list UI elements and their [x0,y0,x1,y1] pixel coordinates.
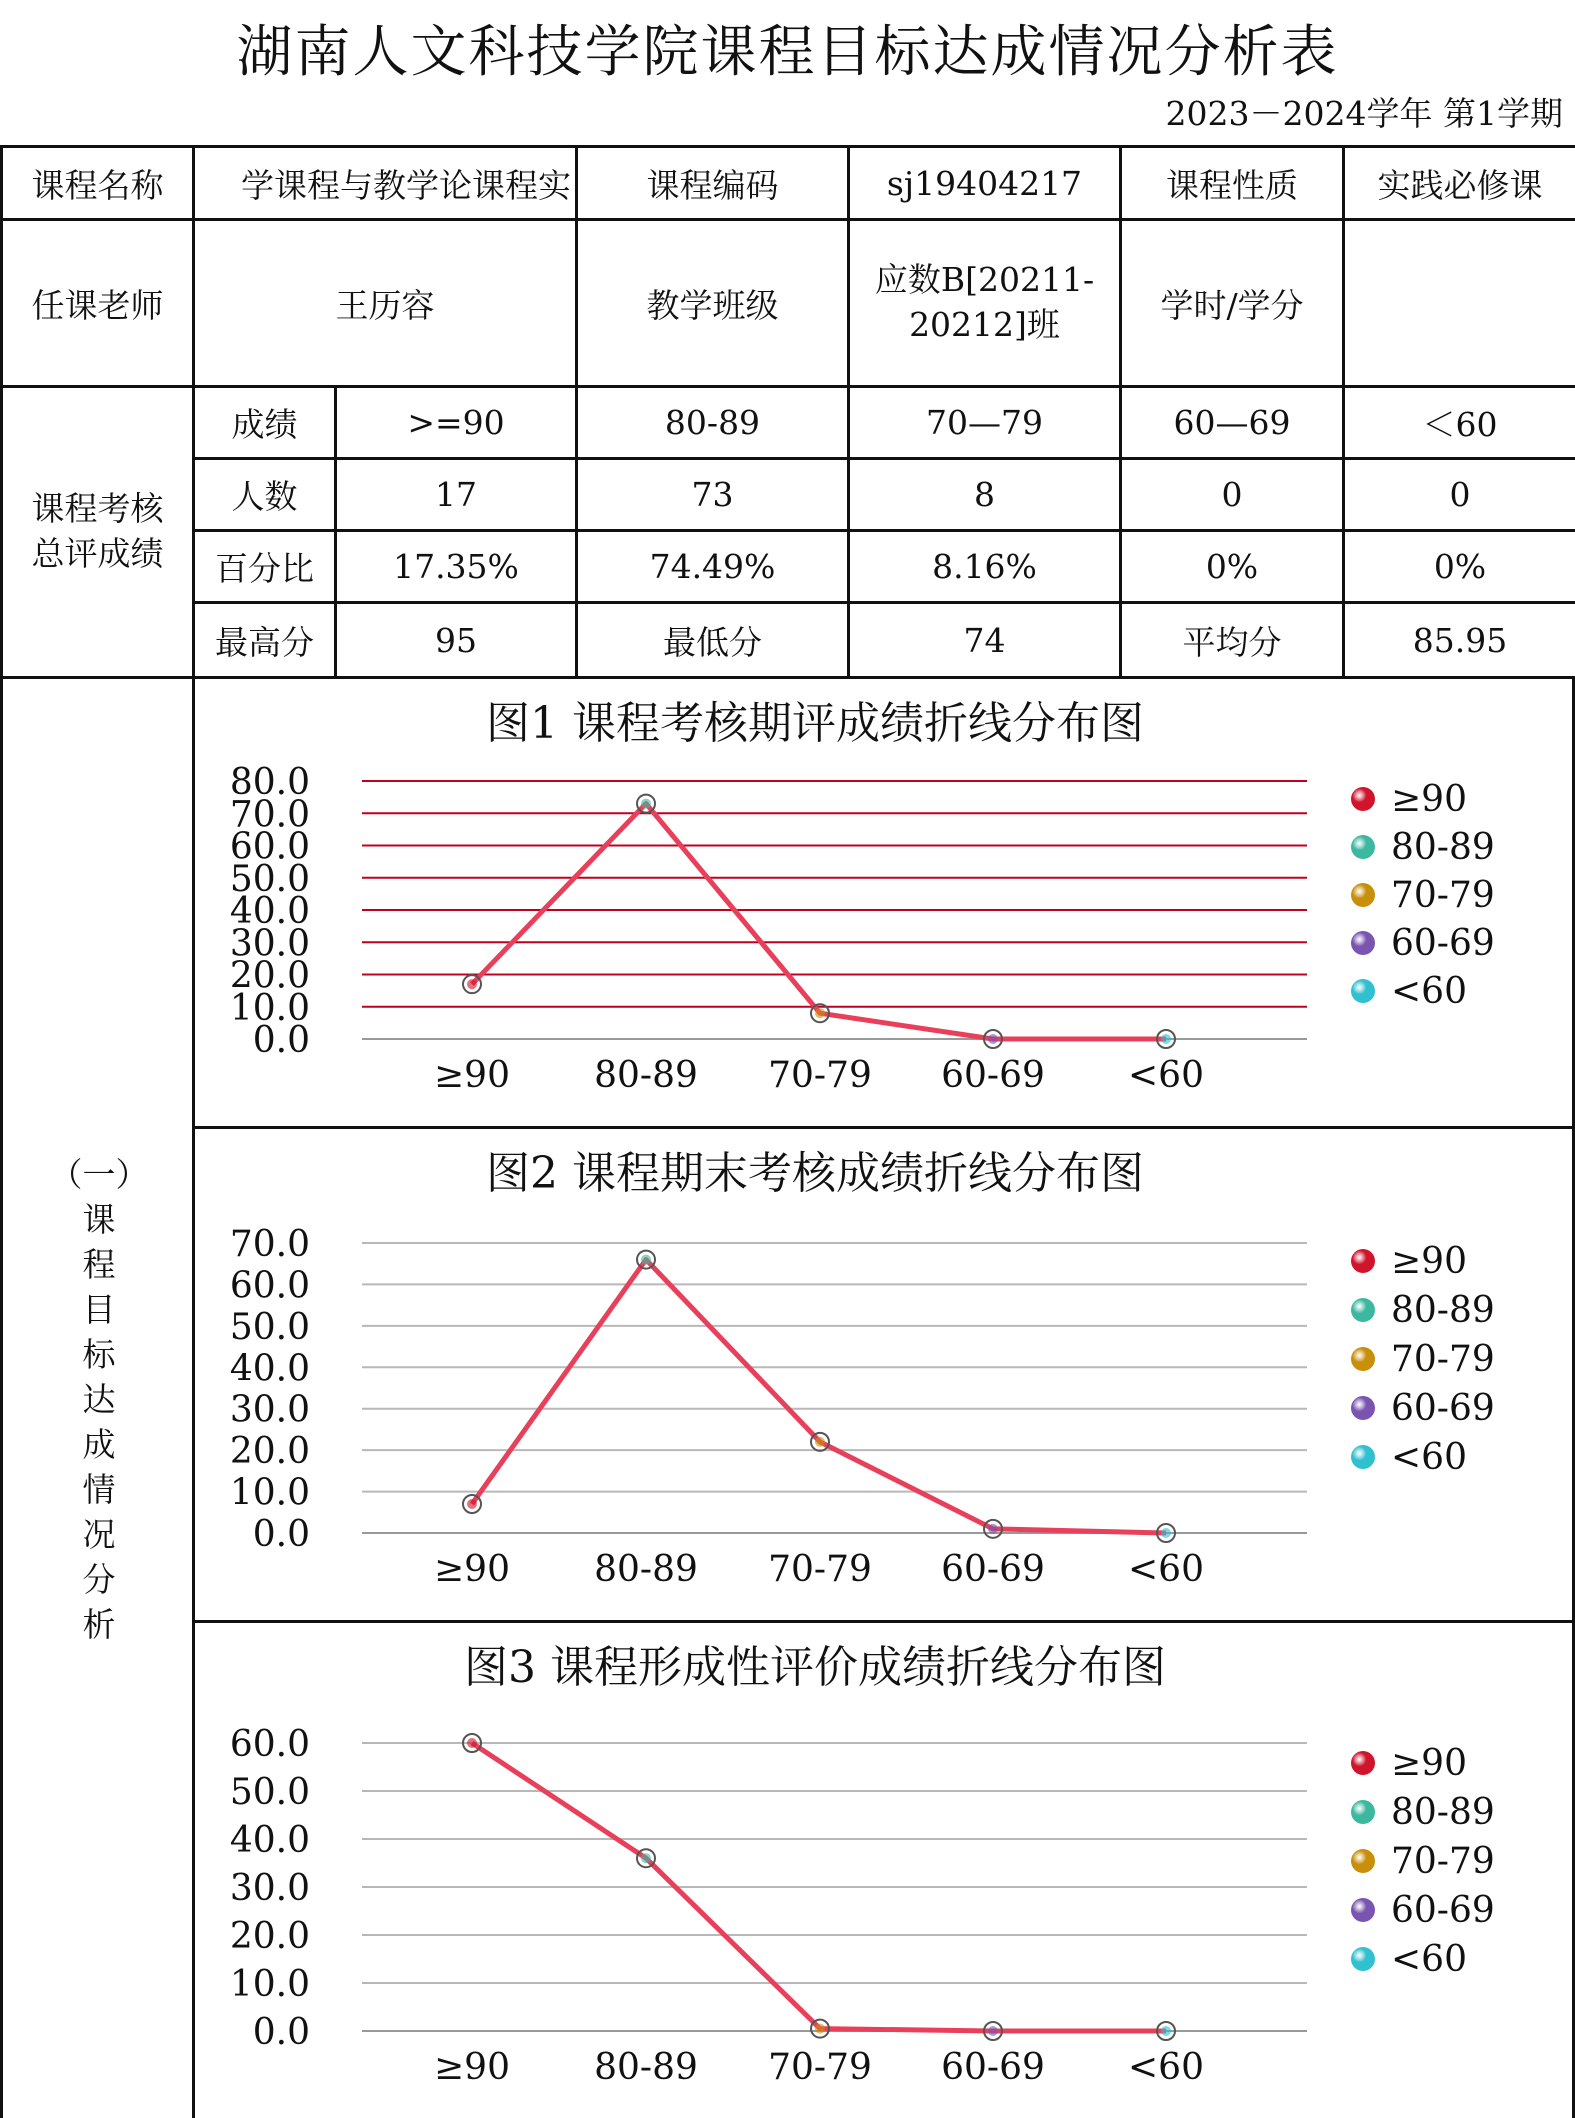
min-label: 最低分 [577,603,849,678]
legend-label: 70-79 [1391,875,1495,916]
hours-label: 学时/学分 [1121,220,1344,387]
legend-marker [1351,1347,1375,1371]
percent-cell: 74.49% [577,531,849,603]
y-tick-label: 0.0 [252,1514,310,1555]
legend-label: ≥90 [1391,1241,1467,1282]
y-tick-label: 10.0 [229,1964,310,2005]
label-char: 况 [82,1515,116,1554]
x-tick-label: ≥90 [434,1549,510,1590]
teacher-label: 任课老师 [2,220,194,387]
count-cell: 73 [577,459,849,531]
label-char: 达 [82,1380,116,1419]
data-point-fill [988,1034,998,1044]
label-char: 情 [82,1470,116,1509]
course-type-value: 实践必修课 [1344,147,1575,220]
band-cell: 70—79 [849,387,1121,459]
data-point-fill [988,1524,998,1534]
x-tick-label: 60-69 [941,2047,1045,2088]
band-cell: 80-89 [577,387,849,459]
data-point-fill [1161,2026,1171,2036]
data-point-fill [641,1255,651,1265]
legend-label: ≥90 [1391,779,1467,820]
data-point-fill [815,2024,825,2034]
legend-label: 60-69 [1391,1890,1495,1931]
y-tick-label: 40.0 [229,891,310,932]
x-tick-label: 70-79 [768,1055,872,1096]
data-point-fill [815,1437,825,1447]
avg-value: 85.95 [1344,603,1575,678]
scores-section-label: 课程考核总评成绩 [2,387,194,678]
line-chart-3 [195,1623,1575,2118]
y-tick-label: 30.0 [229,1389,310,1431]
course-info-table [0,145,1575,679]
avg-label: 平均分 [1121,603,1344,678]
course-type-label: 课程性质 [1121,147,1344,220]
percent-cell: 0% [1121,531,1344,603]
label-char: 析 [82,1605,116,1644]
course-code-label: 课程编码 [577,147,849,220]
y-tick-label: 30.0 [229,923,310,965]
chart-panel-1 [195,679,1575,1129]
chart-title: 图1 课程考核期评成绩折线分布图 [486,698,1144,749]
percent-label: 百分比 [194,531,336,603]
legend-marker [1351,883,1375,907]
label-char: 目 [82,1290,116,1329]
analysis-section [0,676,1575,2118]
data-point-fill [641,1853,651,1863]
data-point-fill [467,1738,477,1748]
count-cell: 0 [1121,459,1344,531]
y-tick-label: 10.0 [229,1472,310,1514]
page-title: 湖南人文科技学院课程目标达成情况分析表 [236,20,1339,85]
legend-marker [1351,1947,1375,1971]
label-char: 标 [82,1335,116,1374]
class-label: 教学班级 [577,220,849,387]
legend-marker [1351,1898,1375,1922]
data-point-fill [467,979,477,989]
label-char: 课 [82,1200,116,1239]
y-tick-label: 40.0 [229,1820,310,1861]
class-value: 应数B[20211-20212]班 [849,220,1121,387]
band-cell: 60—69 [1121,387,1344,459]
x-tick-label: 80-89 [594,1055,698,1096]
data-point-fill [1161,1034,1171,1044]
legend-marker [1351,1298,1375,1322]
y-tick-label: 50.0 [229,858,310,900]
x-tick-label: 60-69 [941,1549,1045,1590]
max-value: 95 [336,603,577,678]
legend-marker [1351,1751,1375,1775]
legend-label: 80-89 [1391,827,1495,868]
data-point-fill [988,2026,998,2036]
data-point-fill [641,799,651,809]
legend-marker [1351,1249,1375,1273]
percent-cell: 8.16% [849,531,1121,603]
chart-title: 图3 课程形成性评价成绩折线分布图 [464,1642,1166,1693]
data-point-fill [467,1499,477,1509]
max-label: 最高分 [194,603,336,678]
legend-label: 70-79 [1391,1841,1495,1882]
course-code-value: sj19404217 [849,147,1121,220]
label-char: 分 [82,1560,116,1599]
count-cell: 0 [1344,459,1575,531]
y-tick-label: 30.0 [229,1868,310,1909]
x-tick-label: 60-69 [941,1055,1045,1096]
count-cell: 17 [336,459,577,531]
y-tick-label: 70.0 [229,794,310,836]
y-tick-label: 50.0 [229,1772,310,1813]
percent-cell: 17.35% [336,531,577,603]
course-name-label: 课程名称 [2,147,194,220]
x-tick-label: 80-89 [594,2047,698,2088]
chart-panel-2 [195,1129,1575,1623]
legend-marker [1351,1800,1375,1824]
label-char: 程 [82,1245,116,1284]
legend-label: <60 [1391,1437,1467,1478]
legend-label: 60-69 [1391,923,1495,964]
teacher-value: 王历容 [194,220,577,387]
legend-label: 60-69 [1391,1388,1495,1429]
percent-cell: 0% [1344,531,1575,603]
x-tick-label: <60 [1128,2047,1204,2088]
count-label: 人数 [194,459,336,531]
analysis-paren: （一） [49,1155,149,1194]
course-name-value: 学课程与教学论课程实 [194,147,577,220]
y-tick-label: 0.0 [252,1020,310,1061]
y-tick-label: 60.0 [229,1265,310,1307]
y-tick-label: 60.0 [229,1724,310,1765]
line-chart-2 [195,1129,1575,1620]
x-tick-label: ≥90 [434,1055,510,1096]
x-tick-label: 80-89 [594,1549,698,1590]
x-tick-label: <60 [1128,1549,1204,1590]
legend-label: 80-89 [1391,1792,1495,1833]
legend-marker [1351,835,1375,859]
legend-marker [1351,979,1375,1003]
legend-marker [1351,1445,1375,1469]
legend-label: ≥90 [1391,1743,1467,1784]
legend-label: <60 [1391,971,1467,1012]
legend-marker [1351,787,1375,811]
chart-panel-3 [195,1623,1575,2118]
y-tick-label: 20.0 [229,1916,310,1957]
count-cell: 8 [849,459,1121,531]
line-chart-1 [195,679,1575,1126]
analysis-side-label [3,679,195,2118]
min-value: 74 [849,603,1121,678]
x-tick-label: 70-79 [768,2047,872,2088]
x-tick-label: 70-79 [768,1549,872,1590]
y-tick-label: 0.0 [252,2012,310,2053]
x-tick-label: <60 [1128,1055,1204,1096]
legend-label: 70-79 [1391,1339,1495,1380]
x-tick-label: ≥90 [434,2047,510,2088]
y-tick-label: 40.0 [229,1348,310,1390]
y-tick-label: 20.0 [229,1431,310,1473]
legend-marker [1351,1396,1375,1420]
y-tick-label: 50.0 [229,1306,310,1348]
legend-label: <60 [1391,1939,1467,1980]
legend-marker [1351,1849,1375,1873]
hours-value [1344,220,1575,387]
data-point-fill [815,1008,825,1018]
y-tick-label: 60.0 [229,826,310,868]
legend-marker [1351,931,1375,955]
y-tick-label: 10.0 [229,987,310,1029]
chart-title: 图2 课程期末考核成绩折线分布图 [486,1148,1144,1199]
band-cell: ＜60 [1344,387,1575,459]
y-tick-label: 20.0 [229,955,310,997]
y-tick-label: 80.0 [229,762,310,803]
y-tick-label: 70.0 [229,1224,310,1265]
term-label: 2023－2024学年 第1学期 [1165,94,1563,133]
grade-label: 成绩 [194,387,336,459]
legend-label: 80-89 [1391,1290,1495,1331]
label-char: 成 [82,1425,116,1464]
band-cell: >=90 [336,387,577,459]
analysis-vertical-label [3,1197,195,1647]
data-point-fill [1161,1528,1171,1538]
